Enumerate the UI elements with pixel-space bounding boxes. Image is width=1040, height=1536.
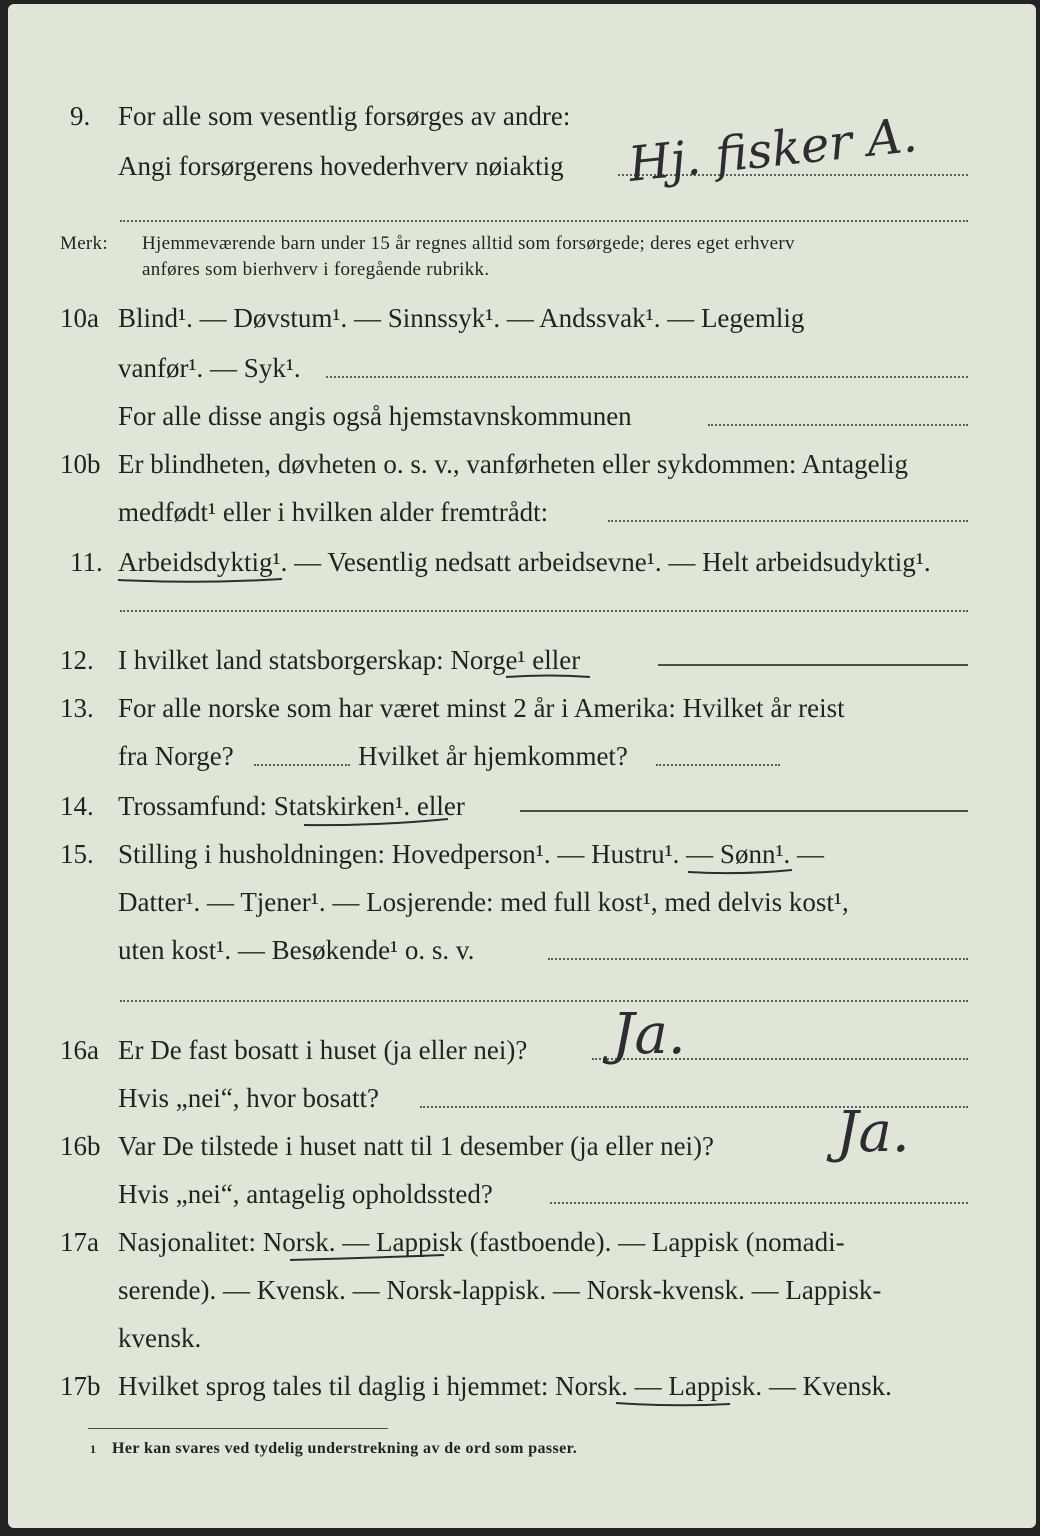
q17b-line-1: Hvilket sprog tales til daglig i hjemmet: Norsk. — Lappisk. — Kvensk. [118, 1371, 892, 1401]
footnote-text: Her kan svares ved tydelig understrekning av de ord som passer. [112, 1440, 578, 1457]
q10a-number: 10a [60, 303, 99, 333]
q16a-line-1: Er De fast bosatt i huset (ja eller nei)? [118, 1035, 528, 1065]
q14-pencil-underline [302, 816, 452, 830]
q10b-number: 10b [60, 449, 101, 479]
q16b-line-1: Var De tilstede i huset natt til 1 desember (ja eller nei)? [118, 1131, 715, 1161]
q17b-pencil-underline [614, 1398, 734, 1410]
q13-reist-fill [254, 764, 350, 766]
q9-handwritten-answer: Hj. fisker A. [625, 107, 920, 193]
q17a-pencil-underline [288, 1252, 448, 1264]
q13-hjemkommet-fill [656, 764, 780, 766]
q15-line-3-fill [548, 958, 968, 960]
merk-line-2: anføres som bierhverv i foregående rubrikk. [142, 259, 490, 280]
q10a-line-1: Blind¹. — Døvstum¹. — Sinnssyk¹. — Andssvak¹. — Legemlig [118, 303, 805, 333]
q14-number: 14. [60, 791, 94, 821]
q17a-line-1: Nasjonalitet: Norsk. — Lappisk (fastboende). — Lappisk (nomadi- [118, 1227, 845, 1257]
q16a-number: 16a [60, 1035, 99, 1065]
q15-extra-line [120, 1000, 968, 1002]
q17a-number: 17a [60, 1227, 99, 1257]
q16b-number: 16b [60, 1131, 101, 1161]
q12-pencil-underline [504, 672, 594, 682]
q10b-line-2: medfødt¹ eller i hvilken alder fremtrådt: [118, 497, 549, 527]
q10a-line-2-fill [326, 376, 968, 378]
q11-line-1: Arbeidsdyktig¹. — Vesentlig nedsatt arbeidsevne¹. — Helt arbeidsudyktig¹. [118, 547, 931, 577]
q9-number: 9. [70, 101, 91, 131]
q13-number: 13. [60, 693, 94, 723]
q11-pencil-underline [116, 576, 286, 586]
q13-line-1: For alle norske som har været minst 2 år i Amerika: Hvilket år reist [118, 693, 845, 723]
q17a-line-3: kvensk. [118, 1323, 202, 1353]
q9-extra-line [120, 220, 968, 222]
q16b-line-2-fill [550, 1202, 968, 1204]
q16a-line-2: Hvis „nei“, hvor bosatt? [118, 1083, 379, 1113]
q14-fill-line [520, 810, 968, 812]
merk-line-1: Hjemmeværende barn under 15 år regnes alltid som forsørgede; deres eget erhverv [142, 233, 795, 254]
q10b-line-2-fill [608, 520, 968, 522]
q14-line-1: Trossamfund: Statskirken¹. eller [118, 791, 465, 821]
merk-label: Merk: [60, 233, 108, 254]
q15-line-3: uten kost¹. — Besøkende¹ o. s. v. [118, 935, 475, 965]
census-form-page [8, 4, 1036, 1528]
q9-line-1: For alle som vesentlig forsørges av andre: [118, 101, 571, 131]
q13-line-2a: fra Norge? [118, 741, 234, 771]
q12-line-1: I hvilket land statsborgerskap: Norge¹ eller [118, 645, 581, 675]
q17a-line-2: serende). — Kvensk. — Norsk-lappisk. — Norsk-kvensk. — Lappisk- [118, 1275, 882, 1305]
footnote-mark: 1 [90, 1442, 97, 1456]
q17b-number: 17b [60, 1371, 101, 1401]
q12-number: 12. [60, 645, 94, 675]
q12-fill-line [658, 664, 968, 666]
q10a-line-3: For alle disse angis også hjemstavnskommunen [118, 401, 632, 431]
q10a-line-2: vanfør¹. — Syk¹. [118, 353, 301, 383]
q9-line-2: Angi forsørgerens hovederhverv nøiaktig [118, 151, 564, 181]
q10b-line-1: Er blindheten, døvheten o. s. v., vanførheten eller sykdommen: Antagelig [118, 449, 909, 479]
q10a-line-3-fill [708, 424, 968, 426]
q13-line-2b: Hvilket år hjemkommet? [358, 741, 628, 771]
q16b-handwritten-answer: Ja. [836, 1100, 910, 1165]
q15-line-1: Stilling i husholdningen: Hovedperson¹. — Hustru¹. — Sønn¹. — [118, 839, 825, 869]
q11-number: 11. [70, 547, 103, 577]
q15-pencil-underline [686, 866, 796, 878]
q15-number: 15. [60, 839, 94, 869]
footnote-rule [88, 1428, 388, 1429]
q16a-handwritten-answer: Ja. [612, 1002, 686, 1067]
q16b-line-2: Hvis „nei“, antagelig opholdssted? [118, 1179, 493, 1209]
q11-extra-line [120, 610, 968, 612]
q15-line-2: Datter¹. — Tjener¹. — Losjerende: med full kost¹, med delvis kost¹, [118, 887, 849, 917]
